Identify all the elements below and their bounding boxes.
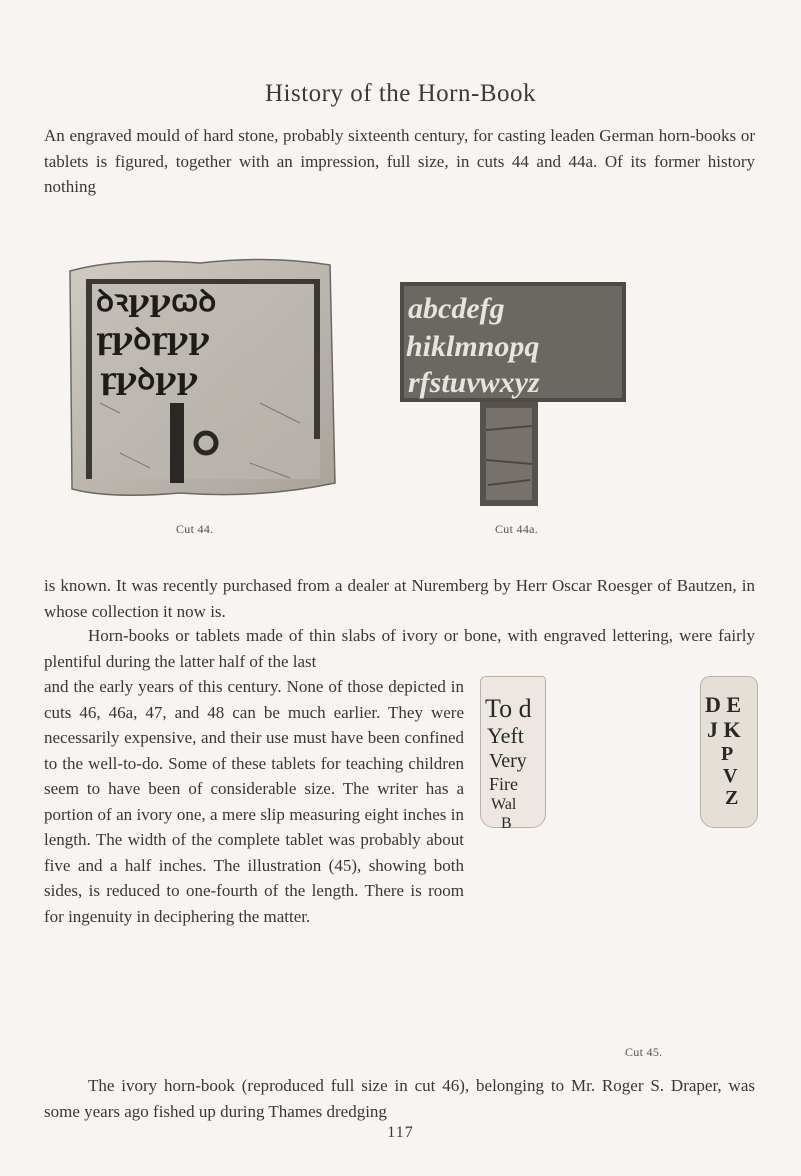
cut-45-caption: Cut 45. (625, 1045, 663, 1059)
cut-45-right-side (700, 676, 758, 828)
cut-45-right-letters-3: P (721, 743, 734, 765)
page-number: 117 (387, 1124, 414, 1141)
cut-44a-caption: Cut 44a. (495, 522, 539, 536)
cut-45-right-letters-2: J K (707, 717, 741, 742)
cut-44-line-3: ꝼꝩꝺꝩꝩ (100, 363, 199, 396)
cut-44a-illustration (398, 280, 628, 512)
page-title: History of the Horn-Book (265, 80, 536, 107)
paragraph-5-text: The ivory horn-book (reproduced full size in cut 46), belonging to Mr. Roger S. Draper, was some years ago fished up during Thames dredging (44, 1076, 755, 1121)
cut-45-right-letters-1: D E (705, 692, 742, 717)
cut-45-left-word-1: To d (485, 694, 532, 723)
cut-45-left-side (480, 676, 546, 832)
cut-44-line-2: ꝼꝩꝺꝼꝩꝩ (96, 323, 211, 356)
paragraph-2: is known. It was recently purchased from a dealer at Nuremberg by Herr Oscar Roesger of Bautzen, in whose collection it now is. (44, 576, 755, 621)
stone-mould-image (60, 253, 340, 501)
cut-44a-line-2: hiklmnopq (406, 330, 540, 363)
cut-45-left-word-4: Fire (489, 774, 518, 794)
cut-45-left-word-3: Very (489, 750, 527, 772)
lead-impression-image (398, 280, 628, 512)
cut-44-caption: Cut 44. (176, 522, 214, 536)
cut-45-left-word-5: Wal (491, 796, 517, 813)
cut-44a-line-3: rfstuvwxyz (408, 366, 540, 399)
cut-45-right-letters-5: Z (725, 787, 739, 809)
cut-44a-line-1: abcdefg (408, 292, 505, 325)
paragraph-1: An engraved mould of hard stone, probably sixteenth century, for casting leaden German horn-books or tablets is figured, together with an impression, full size, in cuts 44 and 44a. Of its former history nothing (44, 126, 755, 196)
paragraph-3 (44, 623, 755, 674)
cut-45-left-word-6: B (501, 815, 512, 832)
paragraph-5 (44, 1073, 755, 1124)
cut-45-right-letters-4: V (723, 765, 738, 787)
cut-44-line-1: ꝺꝛꝩꝩꞷꝺ (96, 285, 217, 318)
paragraph-4: and the early years of this century. None of those depicted in cuts 46, 46a, 47, and 48 can be much earlier. They were necessarily expensive, and their use must have been confined to the well-to-do. Some of these tablets for teaching children seem to have been of considerable size. The writer has a portion of an ivory one, a mere slip measuring eight inches in length. The width of the complete tablet was probably about five and a half inches. The illustration (45), showing both sides, is reduced to one-fourth of the length. There is room for ingenuity in deciphering the matter. (44, 677, 464, 926)
cut-45-left-word-2: Yeft (487, 723, 524, 748)
paragraph-3-text: Horn-books or tablets made of thin slabs of ivory or bone, with engraved lettering, were fairly plentiful during the latter half of the last (44, 626, 755, 671)
cut-44-illustration (60, 253, 340, 501)
